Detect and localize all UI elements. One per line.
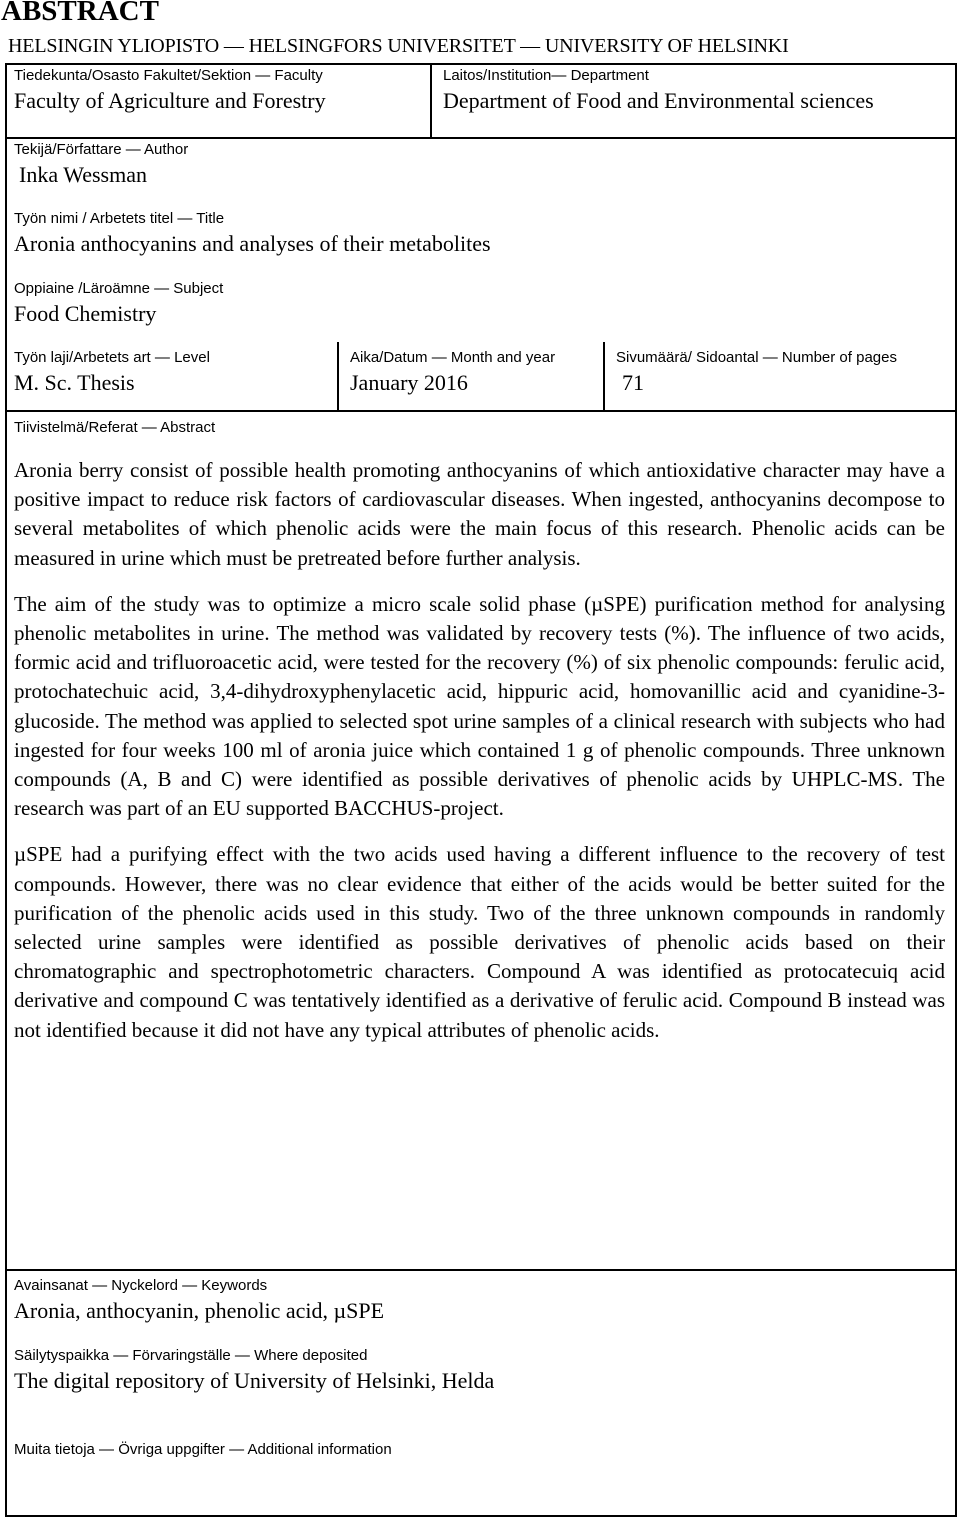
page-title: ABSTRACT <box>1 0 159 27</box>
divider <box>603 342 605 412</box>
additional-label: Muita tietoja — Övriga uppgifter — Additional information <box>14 1441 392 1458</box>
pages-value: 71 <box>622 370 644 395</box>
abstract-label: Tiivistelmä/Referat — Abstract <box>14 419 216 436</box>
author-label: Tekijä/Författare — Author <box>14 141 189 158</box>
deposited-label: Säilytyspaikka — Förvaringställe — Where deposited <box>14 1347 368 1364</box>
keywords-value: Aronia, anthocyanin, phenolic acid, µSPE <box>14 1298 385 1323</box>
divider <box>337 342 339 412</box>
subject-value: Food Chemistry <box>14 301 157 326</box>
department-value: Department of Food and Environmental sciences <box>443 88 874 113</box>
level-value: M. Sc. Thesis <box>14 370 135 395</box>
faculty-label: Tiedekunta/Osasto Fakultet/Sektion — Faculty <box>14 67 323 84</box>
abstract-paragraph: Aronia berry consist of possible health promoting anthocyanins of which antioxidative character may have a positive impact to reduce risk factors of cardiovascular diseases. When ingested, anthocyanins decompose to several metabolites of which phenolic acids were the main focus of this research. Phenolic acids can be measured in urine which must be pretreated before further analysis. <box>14 458 945 570</box>
abstract-body <box>14 456 945 1045</box>
abstract-paragraph: The aim of the study was to optimize a micro scale solid phase (µSPE) purification method for analysing phenolic metabolites in urine. The method was validated by recovery tests (%). The influence of two acids, formic acid and trifluoroacetic acid, were tested for the recovery (%) of six phenolic compounds: ferulic acid, protochatechuic acid, 3,4-dihydroxyphenylacetic acid, hippuric acid, homovanillic acid and cyanidine-3-glucoside. The method was applied to selected spot urine samples of a clinical research with subjects who had ingested for four weeks 100 ml of aronia juice which contained 1 g of phenolic compounds. Three unknown compounds (A, B and C) were identified as possible derivatives of phenolic acids by UHPLC-MS. The research was part of an EU supported BACCHUS-project. <box>14 591 945 821</box>
title-label: Työn nimi / Arbetets titel — Title <box>14 210 225 227</box>
pages-label: Sivumäärä/ Sidoantal — Number of pages <box>616 349 897 366</box>
title-value: Aronia anthocyanins and analyses of their metabolites <box>14 231 491 256</box>
keywords-label: Avainsanat — Nyckelord — Keywords <box>14 1277 268 1294</box>
faculty-value: Faculty of Agriculture and Forestry <box>14 88 326 113</box>
date-label: Aika/Datum — Month and year <box>350 349 556 366</box>
divider <box>5 1269 957 1271</box>
university-name: HELSINGIN YLIOPISTO — HELSINGFORS UNIVERSITET — UNIVERSITY OF HELSINKI <box>8 35 789 57</box>
level-label: Työn laji/Arbetets art — Level <box>14 349 210 366</box>
divider <box>5 410 957 412</box>
department-label: Laitos/Institution— Department <box>443 67 649 84</box>
abstract-paragraph: µSPE had a purifying effect with the two acids used having a different influence to the recovery of test compounds. However, there was no clear evidence that either of the acids would be better suited for the purification of the phenolic acids used in this study. Two of the three unknown compounds in randomly selected urine samples were identified as possible derivatives of phenolic acids based on their chromatographic and spectrophotometric characters. Compound A was identified as protocatecuiq acid derivative and compound C was tentatively identified as a derivative of ferulic acid. Compound B instead was not identified because it did not have any typical attributes of phenolic acids. <box>14 842 945 1042</box>
date-value: January 2016 <box>350 370 468 395</box>
deposited-value: The digital repository of University of Helsinki, Helda <box>14 1368 495 1393</box>
divider <box>430 63 432 139</box>
subject-label: Oppiaine /Läroämne — Subject <box>14 280 224 297</box>
divider <box>5 137 957 139</box>
author-value: Inka Wessman <box>19 162 147 187</box>
